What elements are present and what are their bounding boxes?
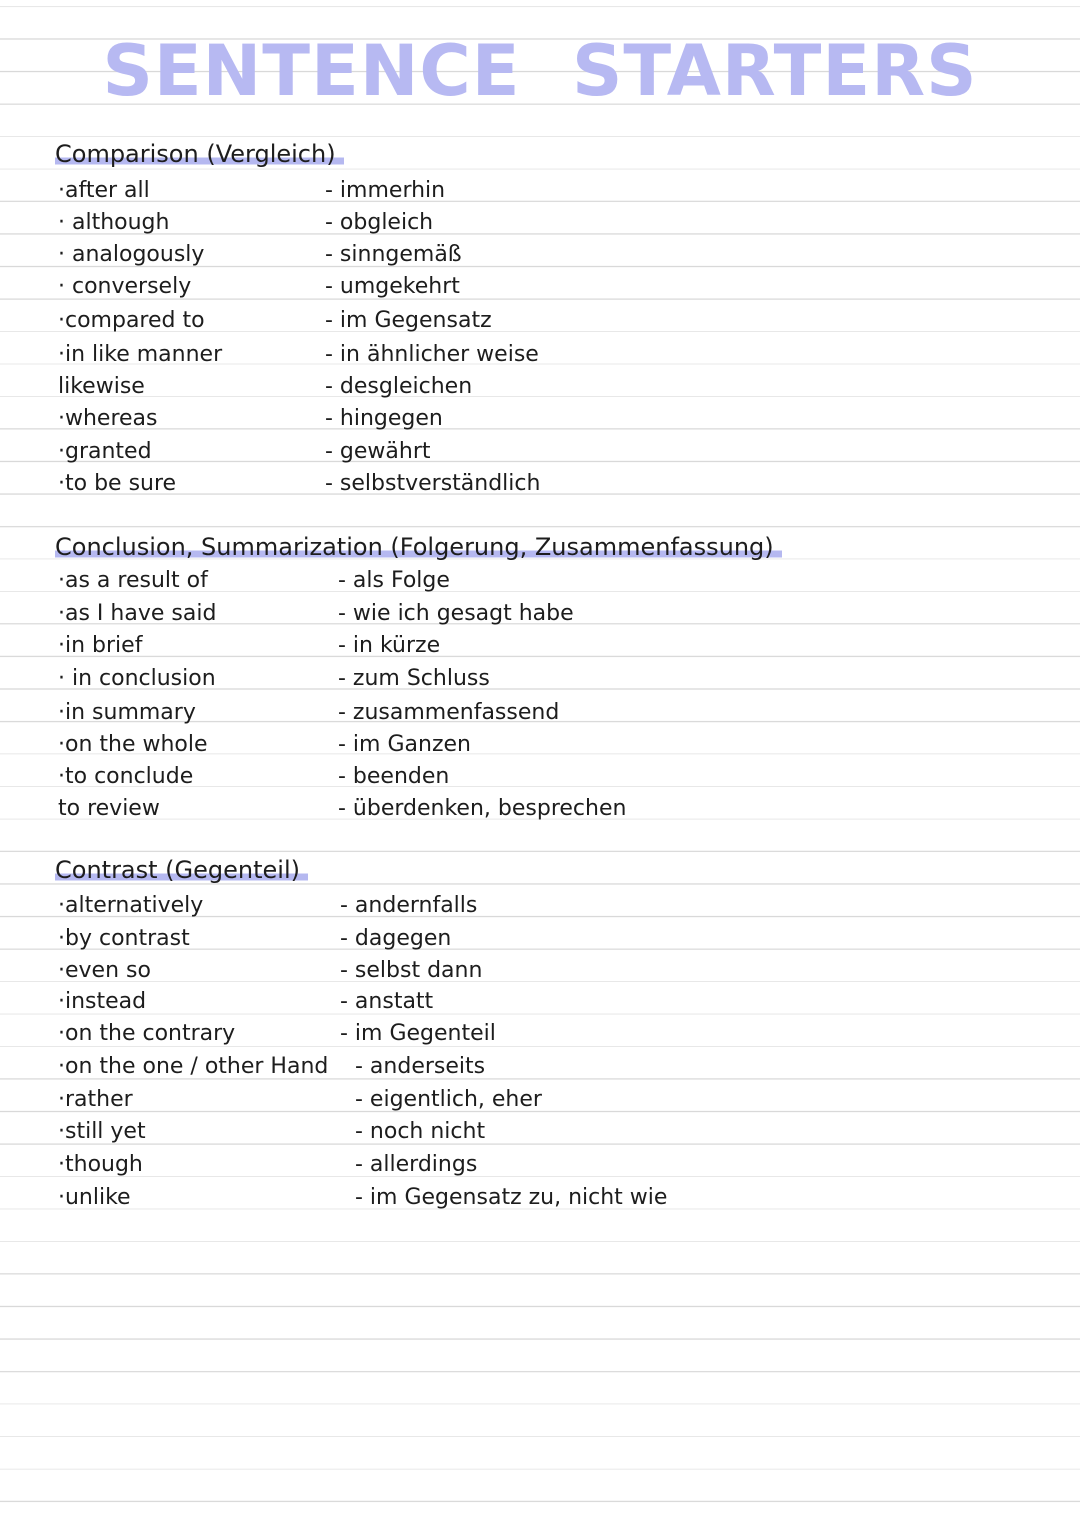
english-phrase: ·after all <box>58 178 150 203</box>
english-phrase: ·to be sure <box>58 471 177 496</box>
german-translation: - anstatt <box>340 989 434 1014</box>
german-translation: - desgleichen <box>325 374 473 399</box>
english-phrase: ·on the contrary <box>58 1021 236 1046</box>
german-translation: - im Gegensatz zu, nicht wie <box>355 1185 668 1210</box>
german-translation: - in kürze <box>338 633 441 658</box>
german-translation: - selbst dann <box>340 958 483 983</box>
english-phrase: ·compared to <box>58 308 205 333</box>
german-translation: - gewährt <box>325 439 431 464</box>
german-translation: - obgleich <box>325 210 434 235</box>
english-phrase: ·even so <box>58 958 151 983</box>
german-translation: - anderseits <box>355 1054 486 1079</box>
german-translation: - sinngemäß <box>325 242 462 267</box>
german-translation: - dagegen <box>340 926 452 951</box>
english-phrase: ·as a result of <box>58 568 208 593</box>
german-translation: - beenden <box>338 764 450 789</box>
english-phrase: ·as I have said <box>58 601 217 626</box>
page-title: SENTENCE STARTERS <box>102 30 978 112</box>
english-phrase: to review <box>58 796 160 821</box>
english-phrase: likewise <box>58 374 145 399</box>
german-translation: - hingegen <box>325 406 443 431</box>
german-translation: - im Gegenteil <box>340 1021 496 1046</box>
german-translation: - zum Schluss <box>338 666 490 691</box>
english-phrase: ·rather <box>58 1087 133 1112</box>
english-phrase: ·unlike <box>58 1185 131 1210</box>
english-phrase: ·though <box>58 1152 143 1177</box>
german-translation: - wie ich gesagt habe <box>338 601 574 626</box>
german-translation: - im Ganzen <box>338 732 471 757</box>
english-phrase: ·in summary <box>58 700 196 725</box>
english-phrase: ·in like manner <box>58 342 223 367</box>
german-translation: - umgekehrt <box>325 274 460 299</box>
german-translation: - als Folge <box>338 568 450 593</box>
english-phrase: ·on the one / other Hand <box>58 1054 329 1079</box>
german-translation: - selbstverständlich <box>325 471 541 496</box>
english-phrase: ·by contrast <box>58 926 190 951</box>
german-translation: - immerhin <box>325 178 446 203</box>
english-phrase: · analogously <box>58 242 205 267</box>
english-phrase: ·in brief <box>58 633 143 658</box>
german-translation: - zusammenfassend <box>338 700 560 725</box>
section-heading-contrast: Contrast (Gegenteil) <box>55 856 308 884</box>
english-phrase: ·alternatively <box>58 893 204 918</box>
german-translation: - überdenken, besprechen <box>338 796 627 821</box>
english-phrase: ·to conclude <box>58 764 194 789</box>
english-phrase: · conversely <box>58 274 192 299</box>
german-translation: - in ähnlicher weise <box>325 342 539 367</box>
section-heading-conclusion: Conclusion, Summarization (Folgerung, Zusammenfassung) <box>55 533 782 561</box>
german-translation: - eigentlich, eher <box>355 1087 542 1112</box>
english-phrase: ·instead <box>58 989 147 1014</box>
section-heading-comparison: Comparison (Vergleich) <box>55 140 344 168</box>
german-translation: - noch nicht <box>355 1119 486 1144</box>
german-translation: - andernfalls <box>340 893 478 918</box>
english-phrase: ·still yet <box>58 1119 146 1144</box>
english-phrase: ·on the whole <box>58 732 208 757</box>
english-phrase: ·granted <box>58 439 152 464</box>
english-phrase: · although <box>58 210 170 235</box>
german-translation: - allerdings <box>355 1152 478 1177</box>
german-translation: - im Gegensatz <box>325 308 492 333</box>
english-phrase: ·whereas <box>58 406 158 431</box>
english-phrase: · in conclusion <box>58 666 216 691</box>
